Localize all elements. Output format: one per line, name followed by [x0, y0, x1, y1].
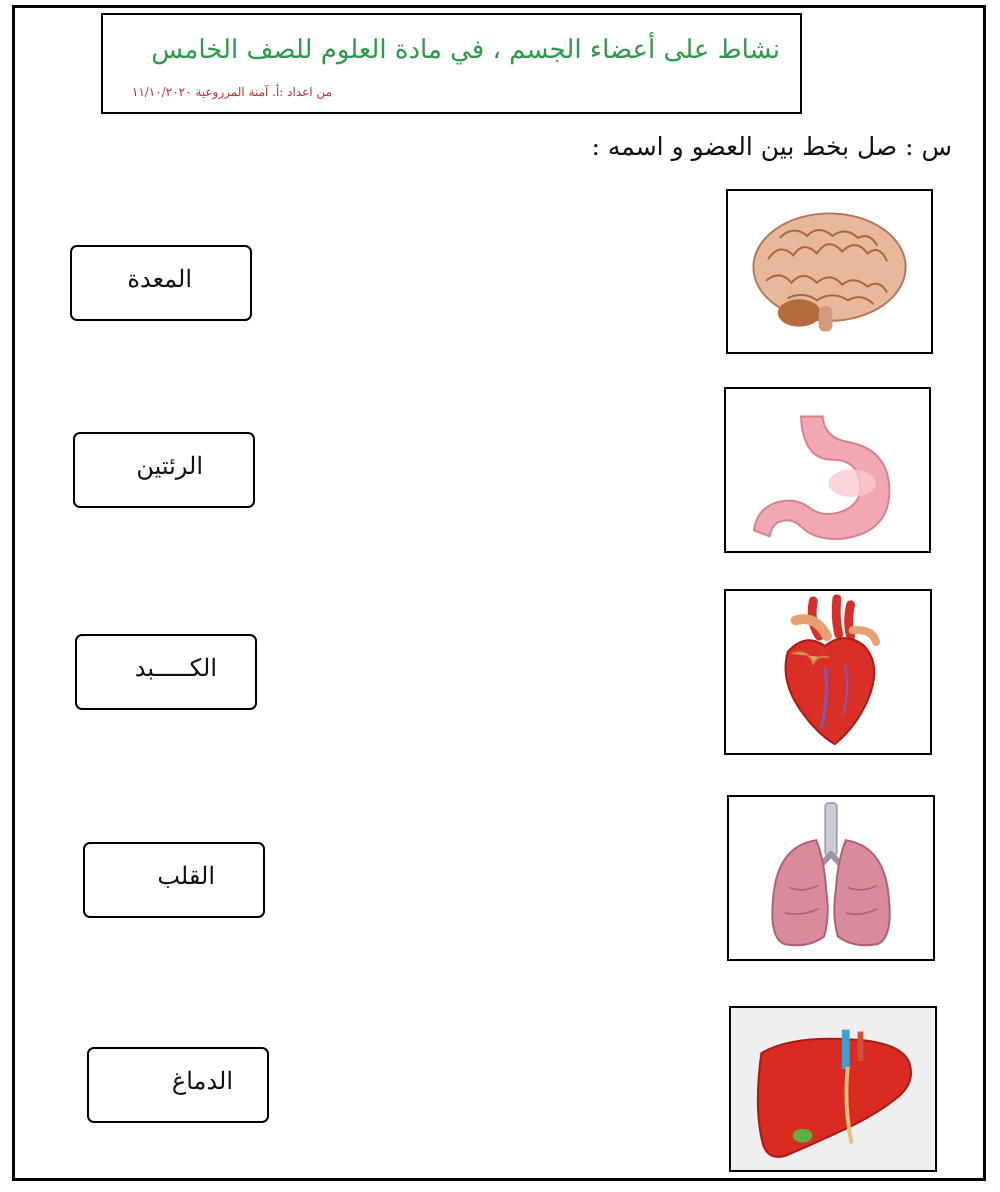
heart-icon: [726, 591, 930, 753]
lungs-icon: [729, 797, 933, 959]
label-text: الكـــــبد: [134, 654, 217, 682]
question-prompt: س : صل بخط بين العضو و اسمه :: [591, 132, 952, 161]
label-box-heart[interactable]: [83, 842, 265, 918]
liver-icon: [731, 1008, 935, 1170]
label-box-liver[interactable]: [75, 634, 257, 710]
label-box-lungs[interactable]: [73, 432, 255, 508]
header-box: [101, 13, 802, 114]
organ-image-liver[interactable]: [729, 1006, 937, 1172]
label-box-brain[interactable]: [87, 1047, 269, 1123]
stomach-icon: [726, 389, 929, 551]
organ-image-brain[interactable]: [726, 189, 933, 354]
brain-icon: [728, 191, 931, 352]
label-text: الرئتين: [136, 452, 203, 480]
organ-image-lungs[interactable]: [727, 795, 935, 961]
author-line: من اعداد :أ. آمنة المزروعية ١١/١٠/٢٠٢٠: [131, 85, 332, 99]
label-text: القلب: [157, 862, 215, 890]
label-text: المعدة: [127, 265, 192, 293]
organ-image-stomach[interactable]: [724, 387, 931, 553]
label-box-stomach[interactable]: [70, 245, 252, 321]
label-text: الدماغ: [171, 1067, 233, 1095]
worksheet-title: نشاط على أعضاء الجسم ، في مادة العلوم للصف الخامس: [151, 35, 780, 65]
organ-image-heart[interactable]: [724, 589, 932, 755]
